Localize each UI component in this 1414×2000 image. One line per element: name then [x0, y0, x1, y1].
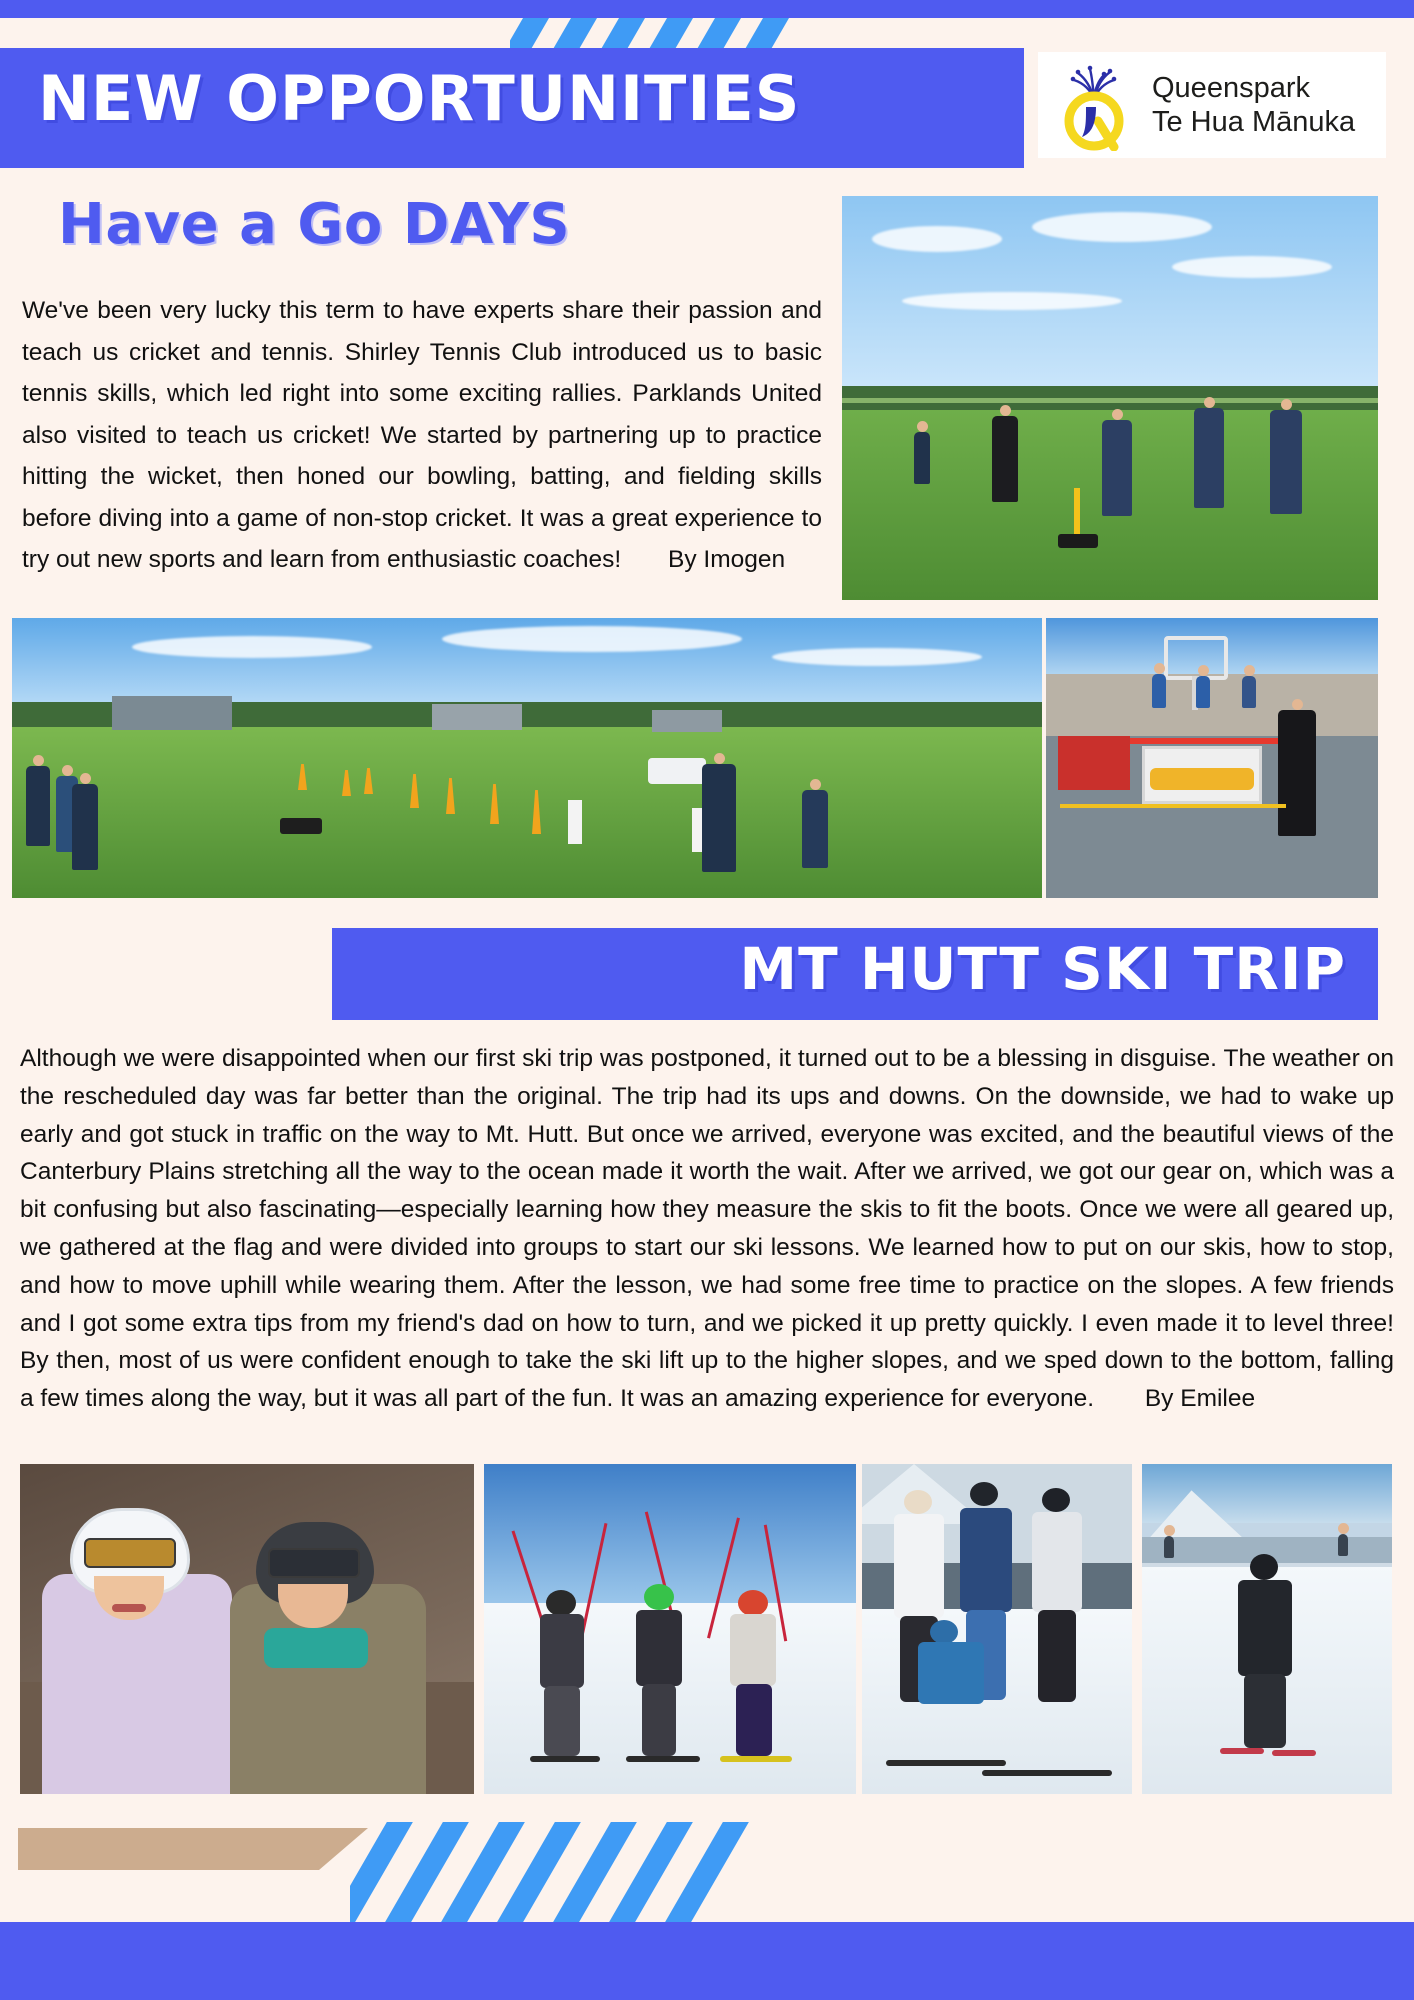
bottom-blue-bar	[0, 1922, 1414, 2000]
photo-field-cones	[12, 618, 1042, 898]
ski-photo-two-students-goggles	[20, 1464, 474, 1794]
article-body-have-a-go	[22, 290, 822, 581]
school-logo	[1038, 52, 1386, 158]
logo-line-2: Te Hua Mānuka	[1152, 106, 1356, 138]
top-blue-bar	[0, 0, 1414, 18]
article-title-ski-trip: MT HUTT SKI TRIP	[739, 935, 1346, 1003]
ski-photo-three-students-poles	[484, 1464, 856, 1794]
decorative-stripes-bottom	[350, 1822, 790, 1922]
logo-wordmark	[1152, 71, 1355, 139]
ski-photo-group-base	[862, 1464, 1132, 1794]
article-byline-imogen: By Imogen	[668, 546, 786, 573]
article-body-text: We've been very lucky this term to have experts share their passion and teach us cricket and tennis. Shirley Tennis Club introduced us to basic tennis skills, which led right into some exciting rallies. Parklands United also visited to teach us cricket! We started by partnering up to practice hitting the wicket, then honed our bowling, batting, and fielding skills before diving into a game of non-stop cricket. It was a great experience to try out new sports and learn from enthusiastic coaches!	[22, 297, 822, 573]
article-body-text: Although we were disappointed when our first ski trip was postponed, it turned out to be a blessing in disguise. The weather on the rescheduled day was far better than the original. The trip had its ups and downs. On the downside, we had to wake up early and got stuck in traffic on the way to Mt. Hutt. But once we arrived, everyone was excited, and the beautiful views of the Canterbury Plains stretching all the way to the ocean made it worth the wait. After we arrived, we got our gear on, which was a bit confusing but also fascinating—especially learning how they measure the skis to fit the boots. Once we were all geared up, we gathered at the flag and were divided into groups to start our ski lessons. We learned how to put on our skis, how to stop, and how to move uphill while wearing them. After the lesson, we had some free time to practice on the slopes. A few friends and I got some extra tips from my friend's dad on how to turn, and we picked it up pretty quickly. I even made it to level three! By then, most of us were confident enough to take the ski lift up to the higher slopes, and we sped down to the bottom, falling a few times along the way, but it was all part of the fun. It was an amazing experience for everyone.	[20, 1045, 1394, 1413]
article-body-ski-trip	[20, 1040, 1394, 1418]
right-margin	[1398, 18, 1414, 1922]
article-byline-emilee: By Emilee	[1144, 1385, 1256, 1413]
queenspark-koru-logo-icon	[1048, 59, 1140, 151]
photo-court	[1046, 618, 1378, 898]
photo-field-tennis	[842, 196, 1378, 600]
decorative-tan-bar	[18, 1828, 368, 1870]
article-title-have-a-go: Have a Go DAYS	[58, 192, 571, 257]
page-title: NEW OPPORTUNITIES	[38, 62, 801, 135]
ski-photo-single-skier	[1142, 1464, 1392, 1794]
logo-line-1: Queenspark	[1152, 71, 1310, 104]
